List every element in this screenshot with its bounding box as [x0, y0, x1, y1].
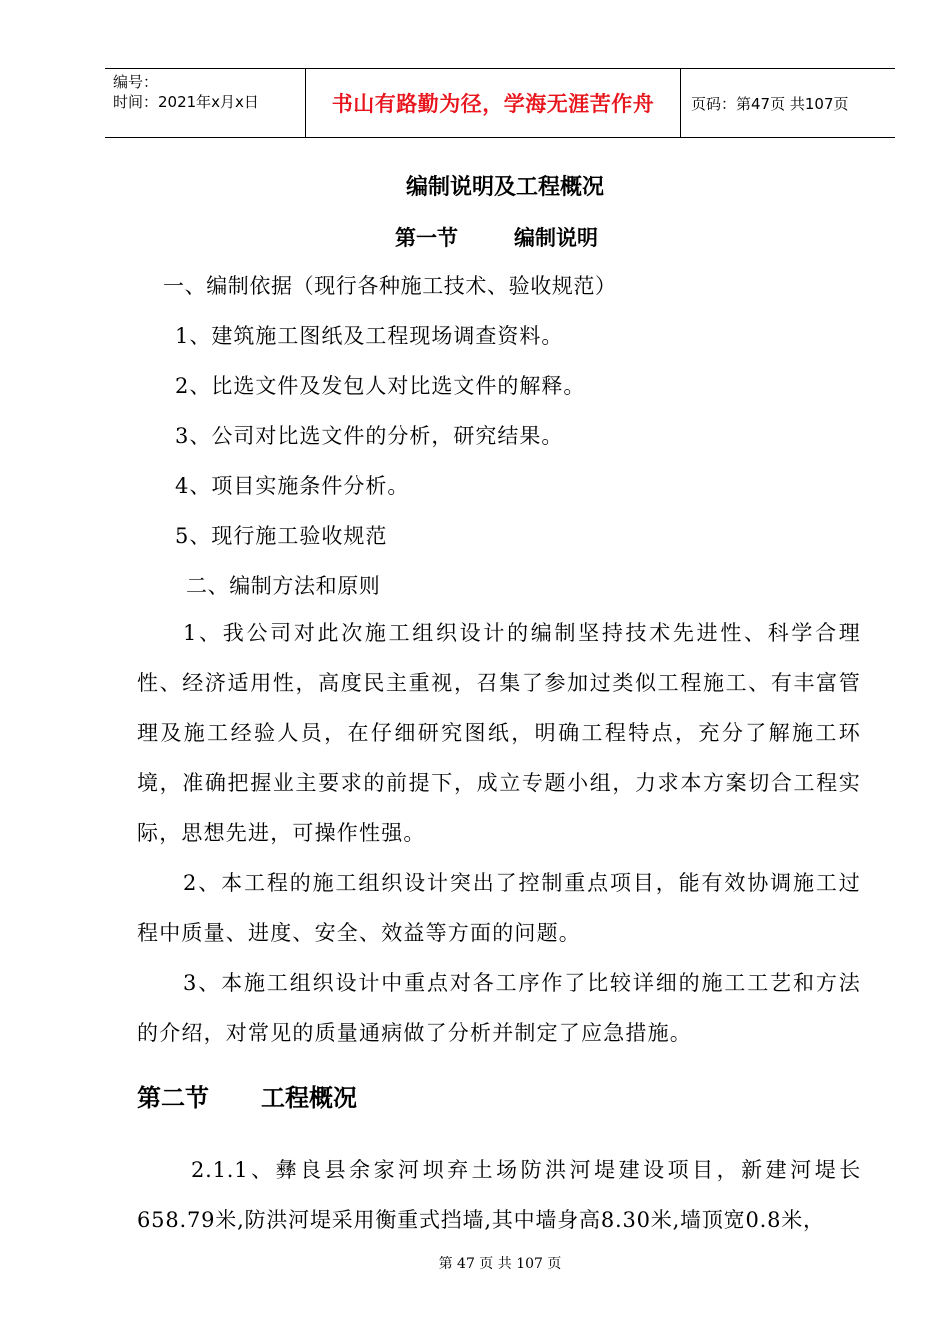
method-paragraph: 3、本施工组织设计中重点对各工序作了比较详细的施工工艺和方法的介绍，对常见的质量通病做了分析并制定了应急措施。	[137, 971, 861, 1045]
header-page-info: 页码：第47页 共107页	[691, 94, 849, 113]
page-footer: 第 47 页 共 107 页	[438, 1256, 562, 1272]
section-1-number: 第一节	[395, 226, 458, 250]
section-2-number: 第二节	[137, 1084, 209, 1112]
header-motto: 书山有路勤为径，学海无涯苦作舟	[331, 92, 655, 116]
method-paragraph: 2、本工程的施工组织设计突出了控制重点项目，能有效协调施工过程中质量、进度、安全、效益等方面的问题。	[137, 871, 861, 945]
section-1-name: 编制说明	[514, 226, 598, 250]
method-heading: 二、编制方法和原则	[186, 574, 381, 598]
method-paragraph: 1、我公司对此次施工组织设计的编制坚持技术先进性、科学合理性、经济适用性，高度民主重视，召集了参加过类似工程施工、有丰富管理及施工经验人员，在仔细研究图纸，明确工程特点，充分了解施工环境，准确把握业主要求的前提下，成立专题小组，力求本方案切合工程实际，思想先进，可操作性强。	[137, 621, 861, 845]
time-label: 时间：2021年x月x日	[113, 93, 259, 111]
document-title: 编制说明及工程概况	[405, 175, 604, 200]
basis-heading: 一、编制依据（现行各种施工技术、验收规范）	[163, 274, 617, 298]
basis-item: 2、比选文件及发包人对比选文件的解释。	[175, 374, 586, 398]
section-1-heading	[395, 222, 598, 252]
section-2-name: 工程概况	[261, 1084, 357, 1112]
page-header	[105, 68, 895, 138]
basis-item: 4、项目实施条件分析。	[175, 474, 410, 498]
basis-item: 1、建筑施工图纸及工程现场调查资料。	[175, 324, 564, 348]
overview-paragraph: 2.1.1、彝良县余家河坝弃土场防洪河堤建设项目，新建河堤长658.79米,防洪河堤采用衡重式挡墙,其中墙身高8.30米,墙顶宽0.8米，	[137, 1158, 861, 1232]
header-motto-cell	[306, 69, 681, 137]
section-2-heading	[137, 1078, 357, 1113]
code-label: 编号：	[113, 73, 159, 91]
basis-item: 5、现行施工验收规范	[175, 524, 388, 548]
basis-item: 3、公司对比选文件的分析，研究结果。	[175, 424, 564, 448]
header-meta	[105, 69, 306, 137]
